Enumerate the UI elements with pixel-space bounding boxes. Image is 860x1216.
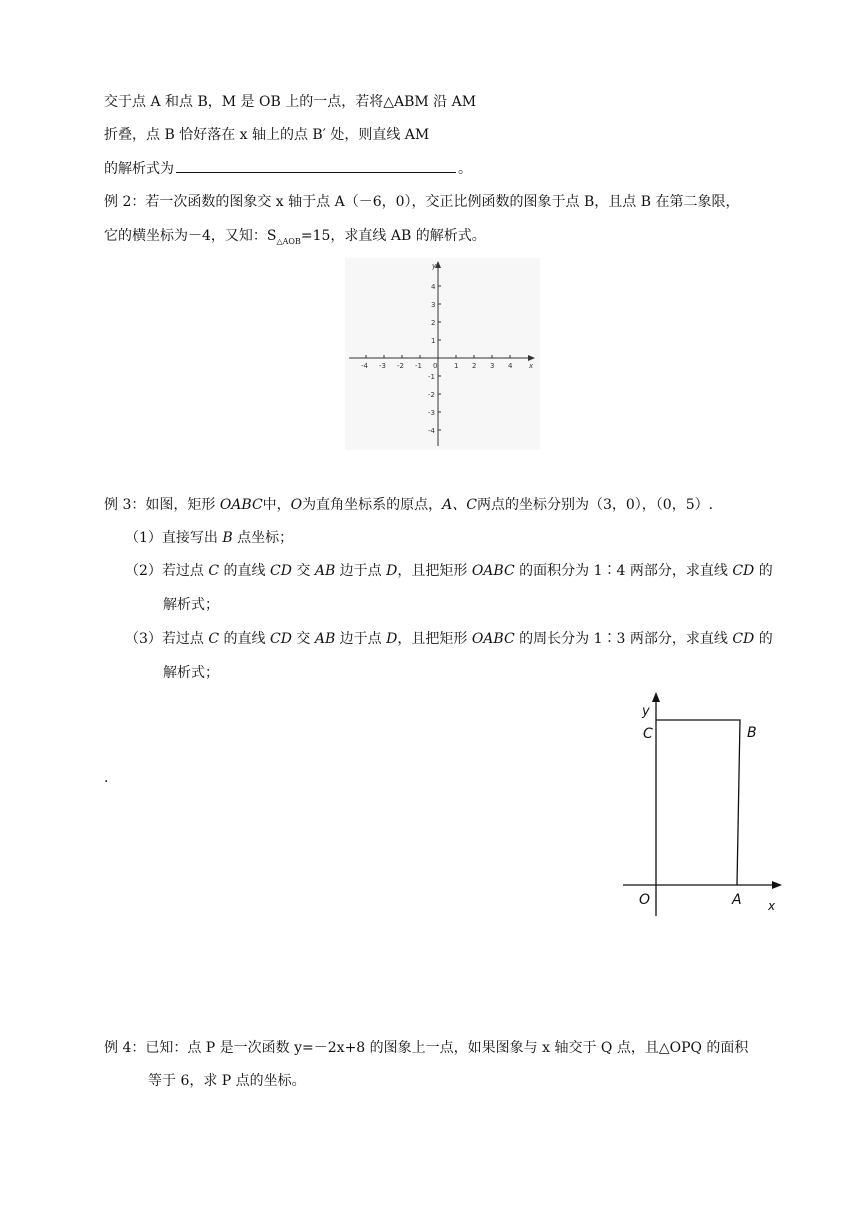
q1-pre: （1）直接写出 bbox=[125, 530, 223, 546]
grid-y-tick-label: -4 bbox=[428, 427, 435, 435]
q2-g: 的面积分为 1∶4 两部分，求直线 bbox=[514, 563, 733, 579]
ex3-question-2-cont: 解析式； bbox=[163, 597, 219, 613]
grid-x-tick-label: 1 bbox=[454, 362, 459, 370]
ex4-line1: 例 4：已知：点 P 是一次函数 y=－2x+8 的图象上一点，如果图象与 x 轴交于 Q 点，且△OPQ 的面积 bbox=[104, 1040, 749, 1056]
figure-label-b: B bbox=[747, 725, 757, 741]
q3-h: 的 bbox=[754, 631, 773, 647]
q3-f: ，且把矩形 bbox=[397, 631, 472, 647]
ex1-line2: 折叠，点 B 恰好落在 x 轴上的点 B′ 处，则直线 AM bbox=[104, 127, 430, 143]
grid-y-tick-label: -1 bbox=[428, 373, 435, 381]
figure-label-x: x bbox=[768, 899, 776, 913]
grid-x-tick-label: 4 bbox=[508, 362, 513, 370]
q3-cd2: CD bbox=[732, 631, 755, 647]
q3-oabc: OABC bbox=[471, 631, 515, 647]
q2-cd: CD bbox=[269, 563, 292, 579]
ex2-line1: 例 2：若一次函数的图象交 x 轴于点 A（－6，0），交正比例函数的图象于点 B，且点 B 在第二象限， bbox=[104, 194, 740, 210]
ex3-intro-mid2: 为直角坐标系的原点， bbox=[302, 497, 443, 513]
figure-label-o: O bbox=[639, 892, 651, 908]
rectangle-figure bbox=[615, 688, 795, 923]
q3-ab: AB bbox=[314, 631, 336, 647]
grid-y-tick-label: 1 bbox=[431, 337, 436, 345]
grid-x-tick-label: -3 bbox=[379, 362, 386, 370]
rectangle-oabc bbox=[656, 720, 740, 885]
figure-label-y: y bbox=[642, 704, 650, 719]
q3-cd: CD bbox=[269, 631, 292, 647]
q2-c: C bbox=[208, 563, 220, 579]
ex3-intro bbox=[104, 495, 713, 515]
ex3-intro-pre: 例 3：如图，矩形 bbox=[104, 497, 220, 513]
figure-label-c: C bbox=[643, 726, 653, 742]
grid-x-axis-label: x bbox=[529, 362, 534, 370]
q3-g: 的周长分为 1∶3 两部分，求直线 bbox=[514, 631, 733, 647]
q2-cd2: CD bbox=[732, 563, 755, 579]
grid-y-tick-label: 3 bbox=[431, 301, 436, 309]
grid-y-tick-label: 2 bbox=[431, 319, 436, 327]
q3-b: 的直线 bbox=[219, 631, 270, 647]
figure-x-arrow bbox=[772, 881, 782, 889]
ex2-line2-post: =15，求直线 AB 的解析式。 bbox=[300, 228, 486, 244]
grid-x-tick-label: -4 bbox=[361, 362, 368, 370]
ex3-question-3 bbox=[125, 629, 773, 649]
q2-d: 交 bbox=[291, 563, 315, 579]
ex1-line1: 交于点 A 和点 B，M 是 OB 上的一点，若将△ABM 沿 AM bbox=[104, 94, 477, 110]
grid-x-tick-label: 3 bbox=[490, 362, 495, 370]
ex4-line2: 等于 6，求 P 点的坐标。 bbox=[148, 1073, 306, 1089]
ex3-intro-mid1: 中， bbox=[262, 497, 291, 513]
ex3-intro-o: O bbox=[290, 497, 303, 513]
ex3-intro-ac: A、C bbox=[442, 497, 477, 513]
q1-b: B bbox=[222, 530, 233, 546]
ex3-intro-post: 两点的坐标分别为（3，0），（0，5）. bbox=[476, 497, 714, 513]
stray-dot: . bbox=[104, 770, 109, 786]
ex1-line3 bbox=[104, 158, 472, 179]
q2-h: 的 bbox=[754, 563, 773, 579]
q3-d: 交 bbox=[291, 631, 315, 647]
q3-dd: D bbox=[386, 631, 398, 647]
grid-y-tick-label: 4 bbox=[431, 283, 436, 291]
ex3-question-2 bbox=[125, 561, 773, 581]
figure-label-a: A bbox=[732, 892, 742, 908]
grid-origin-label: 0 bbox=[433, 362, 438, 370]
ex1-line3-end: 。 bbox=[458, 161, 472, 177]
ex2-line2-pre: 它的横坐标为－4，又知：S bbox=[104, 228, 277, 244]
q3-c: C bbox=[208, 631, 220, 647]
ex3-intro-oabc: OABC bbox=[219, 497, 263, 513]
ex3-question-1 bbox=[125, 528, 293, 548]
q3-a: （3）若过点 bbox=[125, 631, 209, 647]
q1-post: 点坐标； bbox=[232, 530, 294, 546]
q2-f: ，且把矩形 bbox=[397, 563, 472, 579]
grid-y-tick-label: -2 bbox=[428, 391, 435, 399]
grid-x-tick-label: -2 bbox=[397, 362, 404, 370]
ex3-question-3-cont: 解析式； bbox=[163, 665, 219, 681]
answer-blank bbox=[176, 158, 456, 173]
q2-oabc: OABC bbox=[471, 563, 515, 579]
q2-b: 的直线 bbox=[219, 563, 270, 579]
coordinate-grid-figure bbox=[345, 258, 540, 450]
figure-y-arrow bbox=[652, 692, 660, 702]
q2-dd: D bbox=[386, 563, 398, 579]
q2-ab: AB bbox=[314, 563, 336, 579]
q3-e: 边于点 bbox=[335, 631, 387, 647]
grid-y-axis-label: y bbox=[432, 262, 437, 270]
q2-e: 边于点 bbox=[335, 563, 387, 579]
grid-y-tick-label: -3 bbox=[428, 409, 435, 417]
ex2-subscript: △AOB bbox=[276, 236, 301, 246]
grid-x-tick-label: 2 bbox=[472, 362, 477, 370]
ex1-line3-text: 的解析式为 bbox=[104, 161, 174, 177]
q2-a: （2）若过点 bbox=[125, 563, 209, 579]
grid-x-tick-label: -1 bbox=[415, 362, 422, 370]
ex2-line2 bbox=[104, 226, 486, 252]
